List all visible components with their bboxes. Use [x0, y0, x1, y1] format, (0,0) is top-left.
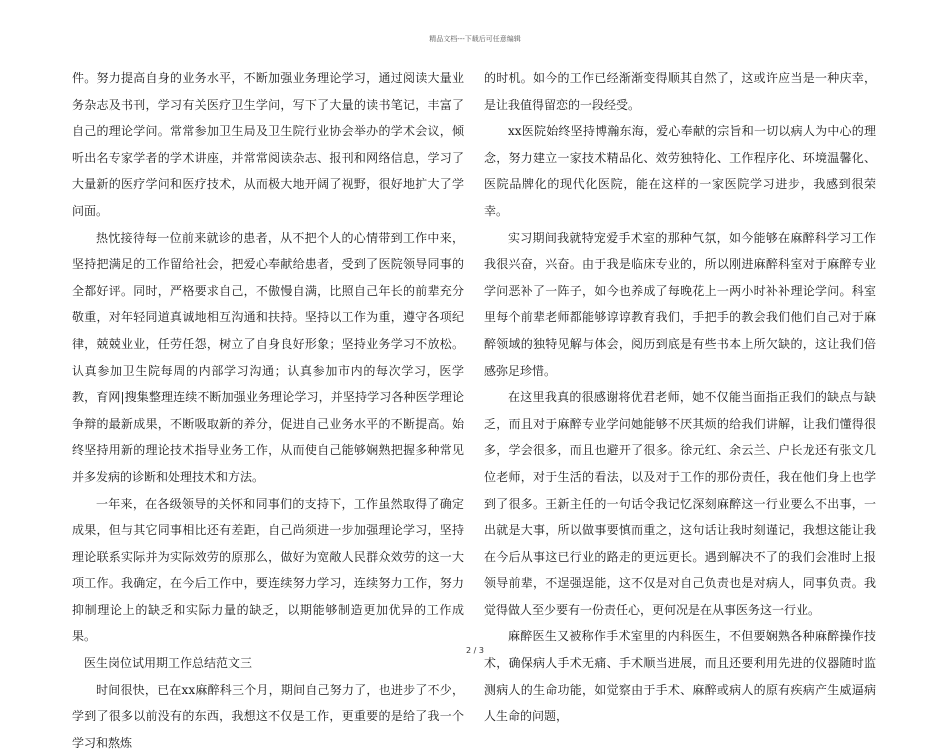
paragraph: 一年来，在各级领导的关怀和同事们的支持下，工作虽然取得了确定成果，但与其它同事相比还有差距，自己尚须进一步加强理论学习，坚持理论联系实际并为实际效劳的原那么，做好为宽敞人民群众效劳的这一大项工作。我确定，在今后工作中，要连续努力学习，连续努力工作，努力抑制理论上的缺乏和实际力量的缺乏，以期能够制造更加优异的工作成果。: [72, 496, 464, 644]
page-number: 2 / 3: [466, 646, 484, 655]
paragraph: 的时机。如今的工作已经渐渐变得顺其自然了，这或许应当是一种庆幸，是让我值得留恋的一段经受。: [484, 71, 876, 112]
paragraph: 实习期间我就特宠爱手术室的那种气氛，如今能够在麻醉科学习工作我很兴奋，兴奋。由于我是临床专业的，所以刚进麻醉科室对于麻醉专业学问恶补了一阵子，如今也养成了每晚花上一两小时补补理论学问。科室里每个前辈老师都能够谆谆教育我们，手把手的教会我们他们自己对于麻醉领域的独特见解与体会，阅历到底是有些书本上所欠缺的，这让我们倍感弥足珍惜。: [484, 230, 876, 378]
paragraph: 在这里我真的很感谢将优君老师，她不仅能当面指正我们的缺点与缺乏，而且对于麻醉专业学问她能够不厌其烦的给我们讲解，让我们懂得很多，学会很多，而且也避开了很多。徐元红、余云兰、户长龙还有张文几位老师，对于生活的看法，以及对于工作的那份责任，我在他们身上也学到了很多。王新主任的一句话令我记忆深刻麻醉这一行业要么不出事，一出就是大事，所以做事要慎而重之，这句话让我时刻谨记，我想这能让我在今后从事这已行业的路走的更远更长。遇到解决不了的我们会准时上报领导前辈，不逞强逞能，这不仅是对自己负责也是对病人，同事负责。我觉得做人至少要有一份责任心，更何况是在从事医务这一行业。: [484, 390, 876, 617]
paragraph: 麻醉医生又被称作手术室里的内科医生，不但要娴熟各种麻醉操作技术，确保病人手术无痛、手术顺当进展，而且还要利用先进的仪器随时监测病人的生命功能，如觉察由于手术、麻醉或病人的原有疾病产生威逼病人生命的问题，: [484, 629, 876, 724]
page-header: 精品文档---下载后可任意编辑: [429, 35, 521, 43]
section-heading: 医生岗位试用期工作总结范文三: [84, 656, 253, 671]
right-column: [484, 65, 876, 730]
paragraph: 时间很快，已在xx麻醉科三个月，期间自己努力了，也进步了不少，学到了很多以前没有的东西，我想这不仅是工作，更重要的是给了我一个学习和熬炼: [72, 682, 464, 750]
paragraph: xx医院始终坚持博瀚东海，爱心奉献的宗旨和一切以病人为中心的理念，努力建立一家技术精品化、效劳独特化、工作程序化、环境温馨化、医院品牌化的现代化医院，能在这样的一家医院学习进步，我感到很荣幸。: [484, 124, 876, 218]
paragraph: 热忱接待每一位前来就诊的患者，从不把个人的心情带到工作中来，坚持把满足的工作留给社会，把爱心奉献给患者，受到了医院领导同事的全都好评。同时，严格要求自己，不傲慢自满，比照自己年长的前辈充分敬重，对年轻同道真诚地相互沟通和扶持。坚持以工作为重，遵守各项纪律，兢兢业业，任劳任怨，树立了自身良好形象；坚持业务学习不放松。认真参加卫生院每周的内部学习沟通；认真参加市内的每次学习，医学教，育网|搜集整理连续不断加强业务理论学习，并坚持学习各种医学理论争辩的最新成果，不断吸取新的养分，促进自己业务水平的不断提高。始终坚持用新的理论技术指导业务工作，从而使自己能够娴熟把握多种常见并多发病的诊断和处理技术和方法。: [72, 230, 464, 484]
paragraph: 件。努力提高自身的业务水平，不断加强业务理论学习，通过阅读大量业务杂志及书刊，学习有关医疗卫生学问，写下了大量的读书笔记，丰富了自己的理论学问。常常参加卫生局及卫生院行业协会举办的学术会议，倾听出名专家学者的学术讲座，并常常阅读杂志、报刊和网络信息，学习了大量新的医疗学问和医疗技术，从而极大地开阔了视野，很好地扩大了学问面。: [72, 71, 464, 218]
